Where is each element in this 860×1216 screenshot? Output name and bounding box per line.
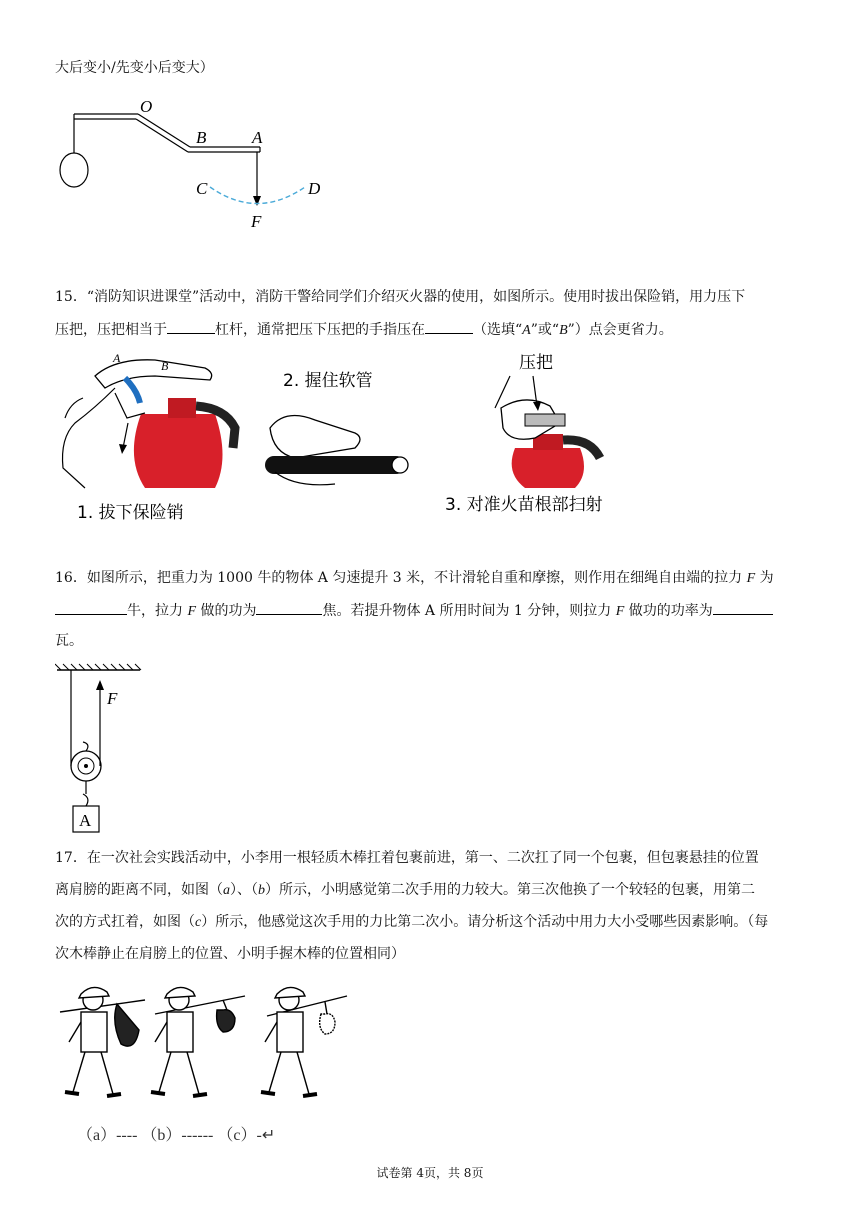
label-a: A (252, 128, 263, 147)
q17-label-b: b (258, 883, 265, 898)
block-label: A (79, 811, 92, 830)
q16-text-1a: 16．如图所示，把重力为 1000 牛的物体 A 匀速提升 3 米，不计滑轮自重和摩擦，则作用在细绳自由端的拉力 (55, 570, 747, 586)
figure-a (60, 987, 145, 1096)
q16-text-2c: 焦。若提升物体 A 所用时间为 1 分钟，则拉力 (322, 603, 616, 619)
q16-text-1b: 为 (755, 570, 774, 586)
q15-text-c: （选填“ (473, 322, 523, 338)
step2-caption: 2. 握住软管 (283, 371, 373, 391)
q15-blank-2[interactable] (425, 319, 473, 334)
q15-text-b: 杠杆，通常把压下压把的手指压在 (215, 322, 425, 338)
q15-line2 (55, 319, 673, 341)
q16-f-2: F (187, 604, 197, 619)
q16-blank-3[interactable] (713, 600, 773, 615)
q15-option-b: B (559, 323, 568, 338)
q16-line3: 瓦。 (55, 633, 83, 649)
q15-option-a: A (522, 323, 531, 338)
q16-blank-2[interactable] (256, 600, 322, 615)
q17-line3 (55, 912, 768, 933)
carrying-figures (55, 982, 365, 1148)
fire-extinguisher-figure (55, 348, 635, 528)
q15-text-d: ”或“ (530, 322, 560, 338)
q16-text-2d: 做功的功率为 (624, 603, 713, 619)
label-d: D (308, 179, 321, 198)
fig-label-b: B (161, 359, 169, 373)
label-c: C (196, 179, 208, 198)
page-footer: 试卷第 4页，共 8页 (376, 1166, 484, 1180)
q17-line4: 次木棒静止在肩膀上的位置、小明手握木棒的位置相同） (55, 946, 405, 962)
q16-blank-1[interactable] (55, 600, 127, 615)
fig-label-a: A (113, 351, 121, 365)
q17-line1: 17．在一次社会实践活动中，小李用一根轻质木棒扛着包裹前进，第一、二次扛了同一个包裹，但包裹悬挂的位置 (55, 850, 759, 866)
q16-line1 (55, 568, 774, 589)
step1-illustration (63, 351, 236, 488)
pulley-diagram (55, 660, 155, 840)
q17-text-2a: 离肩膀的距离不同，如图（ (55, 882, 223, 898)
label-o: O (140, 97, 153, 116)
q15-line1: 15．“消防知识进课堂”活动中，消防干警给同学们介绍灭火器的使用，如图所示。使用时拔出保险销，用力压下 (55, 289, 746, 305)
q16-line2 (55, 600, 773, 622)
continued-text: 大后变小/先变小后变大） (55, 60, 214, 76)
q15-text-a: 压把，压把相当于 (55, 322, 167, 338)
figure-c (261, 987, 347, 1096)
q17-label-c: c (195, 915, 202, 930)
q17-text-2b: ）、（ (230, 882, 258, 898)
figure-caption: （a）‐‐‐‐ （b）‐‐‐‐‐‐ （c）‐↵ (77, 1127, 276, 1144)
force-label: F (107, 689, 118, 708)
q17-label-a: a (223, 883, 230, 898)
q15-text-e: ”）点会更省力。 (567, 322, 673, 338)
q17-text-3b: ）所示，他感觉这次手用的力比第二次小。请分析这个活动中用力大小受哪些因素影响。（每 (201, 914, 769, 930)
label-f: F (251, 212, 262, 231)
q17-text-3a: 次的方式扛着，如图（ (55, 914, 195, 930)
q16-text-2b: 做的功为 (196, 603, 257, 619)
label-b: B (196, 128, 207, 147)
figure-b (151, 987, 245, 1096)
lever-diagram (50, 92, 340, 242)
q16-f-3: F (615, 604, 625, 619)
q16-f-1: F (746, 571, 756, 586)
q16-text-2a: 牛，拉力 (127, 603, 188, 619)
q17-text-2c: ）所示，小明感觉第二次手用的力较大。第三次他换了一个较轻的包裹，用第二 (265, 882, 755, 898)
q15-blank-1[interactable] (167, 319, 215, 334)
step3-caption: 3. 对准火苗根部扫射 (445, 495, 603, 515)
step3-illustration (495, 376, 600, 488)
step2-illustration (265, 416, 408, 485)
q17-line2 (55, 880, 755, 901)
step1-caption: 1. 拔下保险销 (77, 503, 184, 523)
handle-label: 压把 (519, 353, 553, 373)
